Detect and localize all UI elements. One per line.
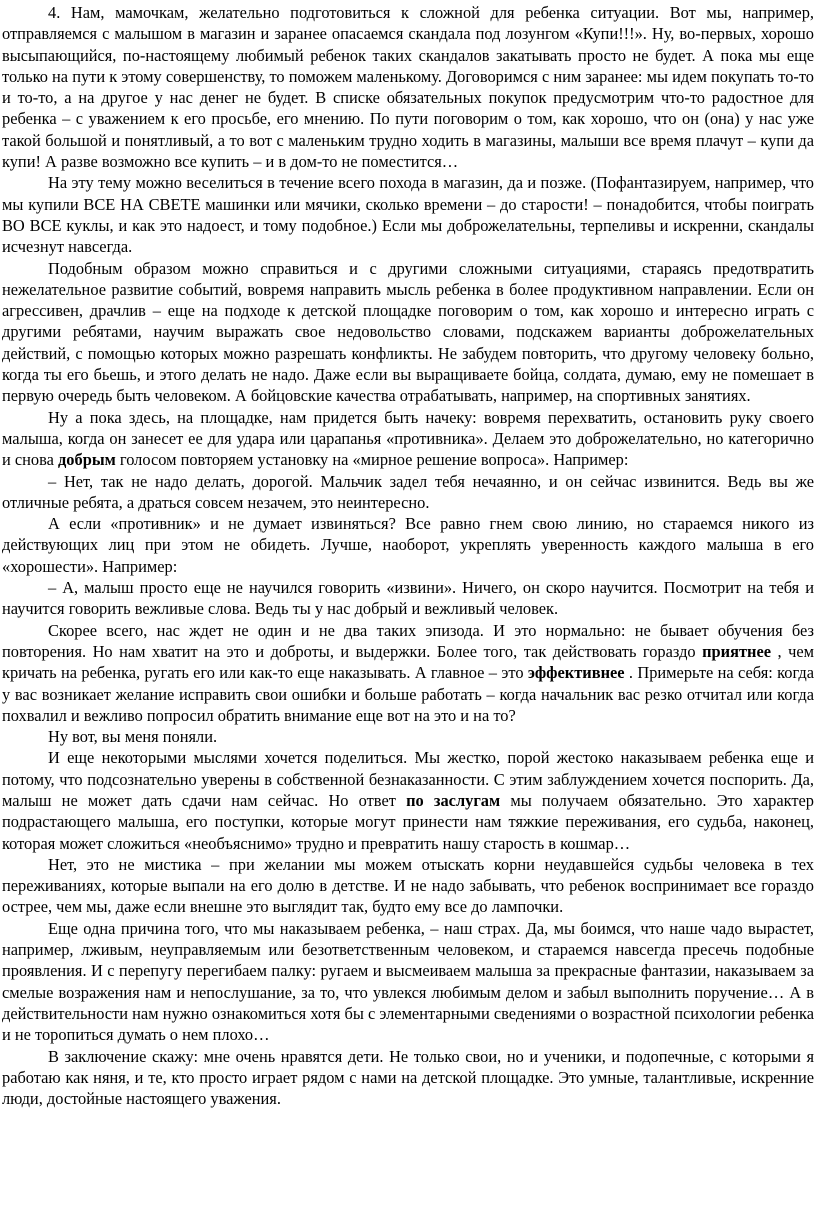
bold-text: эффективнее: [527, 663, 625, 683]
paragraph-text: А если «противник» и не думает извиняться? Все равно гнем свою линию, но стараемся никого из действующих лиц при этом не обидеть. Лучше, наоборот, укреплять уверенность каждого малыша в его «хорошести». Например:: [2, 514, 814, 576]
paragraph: [2, 577, 814, 620]
bold-text: приятнее: [702, 641, 772, 661]
paragraph: [2, 172, 814, 257]
paragraph-text: 4. Нам, мамочкам, желательно подготовиться к сложной для ребенка ситуации. Вот мы, например, отправляемся с малышом в магазин и заранее опасаемся скандала под лозунгом «Купи!!!». Ну, во-первых, хорошо высыпающийся, по-настоящему любимый ребенок таких скандалов закатывать просто не будет. А пока мы еще только на пути к этому совершенству, то поможем маленькому. Договоримся с ним заранее: мы идем покупать то-то и то-то, а на другое у нас денег не будет. В списке обязательных покупок предусмотрим что-то радостное для ребенка – с уважением к его просьбе, его мнению. По пути поговорим о том, как хорошо, что он (она) у нас уже такой большой и понятливый, а то вот с маленьким трудно ходить в магазины, малыши все время плачут – купи да купи! А разве возможно все купить – и в дом-то не поместится…: [2, 3, 814, 172]
paragraph-text: Подобным образом можно справиться и с другими сложными ситуациями, стараясь предотвратить нежелательное развитие событий, вовремя направить мысль ребенка в более продуктивном направлении. Если он агрессивен, драчлив – еще на подходе к детской площадке поговорим о том, как хорошо и интересно играть с другими ребятами, научим выражать свое недовольство словами, подскажем варианты доброжелательных действий, с помощью которых можно разрешать конфликты. Не забудем повторить, что другому человеку больно, когда ты его бьешь, и этого делать не надо. Даже если вы выращиваете бойца, солдата, думаю, ему не помешает в первую очередь быть человеком. А бойцовские качества отрабатывать, например, на спортивных занятиях.: [2, 258, 814, 406]
paragraph: [2, 2, 814, 172]
paragraph-text: И еще некоторыми мыслями хочется поделиться. Мы жестко, порой жестоко наказываем ребенка еще и потому, что подсознательно уверены в собственной безнаказанности. С этим заблуждением хочется поспорить. Да, малыш не может дать сдачи нам сейчас. Но ответ: [2, 748, 814, 810]
paragraph-text: Ну а пока здесь, на площадке, нам придется быть начеку: вовремя перехватить, остановить руку своего малыша, когда он занесет ее для удара или царапанья «противника». Делаем это доброжелательно, но категорично и снова: [2, 407, 814, 470]
paragraph-text: Скорее всего, нас ждет не один и не два таких эпизода. И это нормально: не бывает обучения без повторения. Но нам хватит на это и доброты, и выдержки. Более того, так действовать гораздо: [2, 620, 814, 661]
paragraph: [2, 620, 814, 726]
bold-text: добрым: [58, 450, 116, 470]
paragraph: [2, 1046, 814, 1110]
paragraph-text: Нет, это не мистика – при желании мы можем отыскать корни неудавшейся судьбы человека в тех переживаниях, которые выпали на его долю в детстве. И не надо забывать, что ребенок воспринимает все гораздо острее, чем мы, даже если внешне это выглядит так, будто ему все до лампочки.: [2, 854, 814, 917]
paragraph: [2, 513, 814, 577]
paragraph-text: – Нет, так не надо делать, дорогой. Мальчик задел тебя нечаянно, и он сейчас извинится. Ведь вы же отличные ребята, а драться совсем незачем, это неинтересно.: [2, 471, 814, 512]
paragraph-text: Ну вот, вы меня поняли.: [48, 727, 218, 747]
paragraph-text: В заключение скажу: мне очень нравятся дети. Не только свои, но и ученики, и подопечные, с которыми я работаю как няня, и те, кто просто играет рядом с нами на детской площадке. Это умные, талантливые, искренние люди, достойные настоящего уважения.: [2, 1046, 814, 1109]
paragraph: [2, 407, 814, 471]
paragraph-text: , чем кричать на ребенка, ругать его или как-то еще наказывать. А главное – это: [2, 641, 814, 683]
paragraph: [2, 854, 814, 918]
paragraph-text: – А, малыш просто еще не научился говорить «извини». Ничего, он скоро научится. Посмотрит на тебя и научится говорить вежливые слова. Ведь ты у нас добрый и вежливый человек.: [2, 578, 814, 619]
paragraph: [2, 918, 814, 1046]
paragraph: [2, 747, 814, 853]
paragraph-text: мы получаем обязательно. Это характер подрастающего малыша, его поступки, которые могут принести нам тяжкие переживания, его судьба, наконец, которая может сложиться «необъяснимо» трудно и превратить нашу старость в кошмар…: [2, 790, 814, 853]
paragraph: [2, 471, 814, 514]
bold-text: по заслугам: [406, 790, 501, 810]
paragraph-text: Еще одна причина того, что мы наказываем ребенка, – наш страх. Да, мы боимся, что наше чадо вырастет, например, лживым, неуправляемым или безответственным человеком, и стараемся навсегда пресечь подобные проявления. И с перепугу перегибаем палку: ругаем и высмеиваем малыша за прекрасные фантазии, наказываем за смелые возражения нам и непослушание, за то, что увлекся любимым делом и забыл выполнить поручение… А в действительности нам нужно ознакомиться хотя бы с элементарными сведениями о возрастной психологии ребенка и не торопиться думать о нем плохо…: [2, 918, 814, 1045]
paragraph-text: . Примерьте на себя: когда у вас возникает желание исправить свои ошибки и больше работать – когда начальник вас резко отчитал или когда похвалил и вежливо попросил обратить внимание еще вот на это и на то?: [2, 663, 814, 725]
paragraph-text: голосом повторяем установку на «мирное решение вопроса». Например:: [115, 450, 629, 470]
paragraph: [2, 258, 814, 407]
paragraph: [2, 726, 814, 747]
paragraph-text: На эту тему можно веселиться в течение всего похода в магазин, да и позже. (Пофантазируем, например, что мы купили ВСЕ НА СВЕТЕ машинки или мячики, сколько времени – до старости! – понадобится, чтобы поиграть ВО ВСЕ куклы, и как это надоест, и тому подобное.) Если мы доброжелательны, терпеливы и искренни, скандалы исчезнут навсегда.: [2, 173, 814, 257]
